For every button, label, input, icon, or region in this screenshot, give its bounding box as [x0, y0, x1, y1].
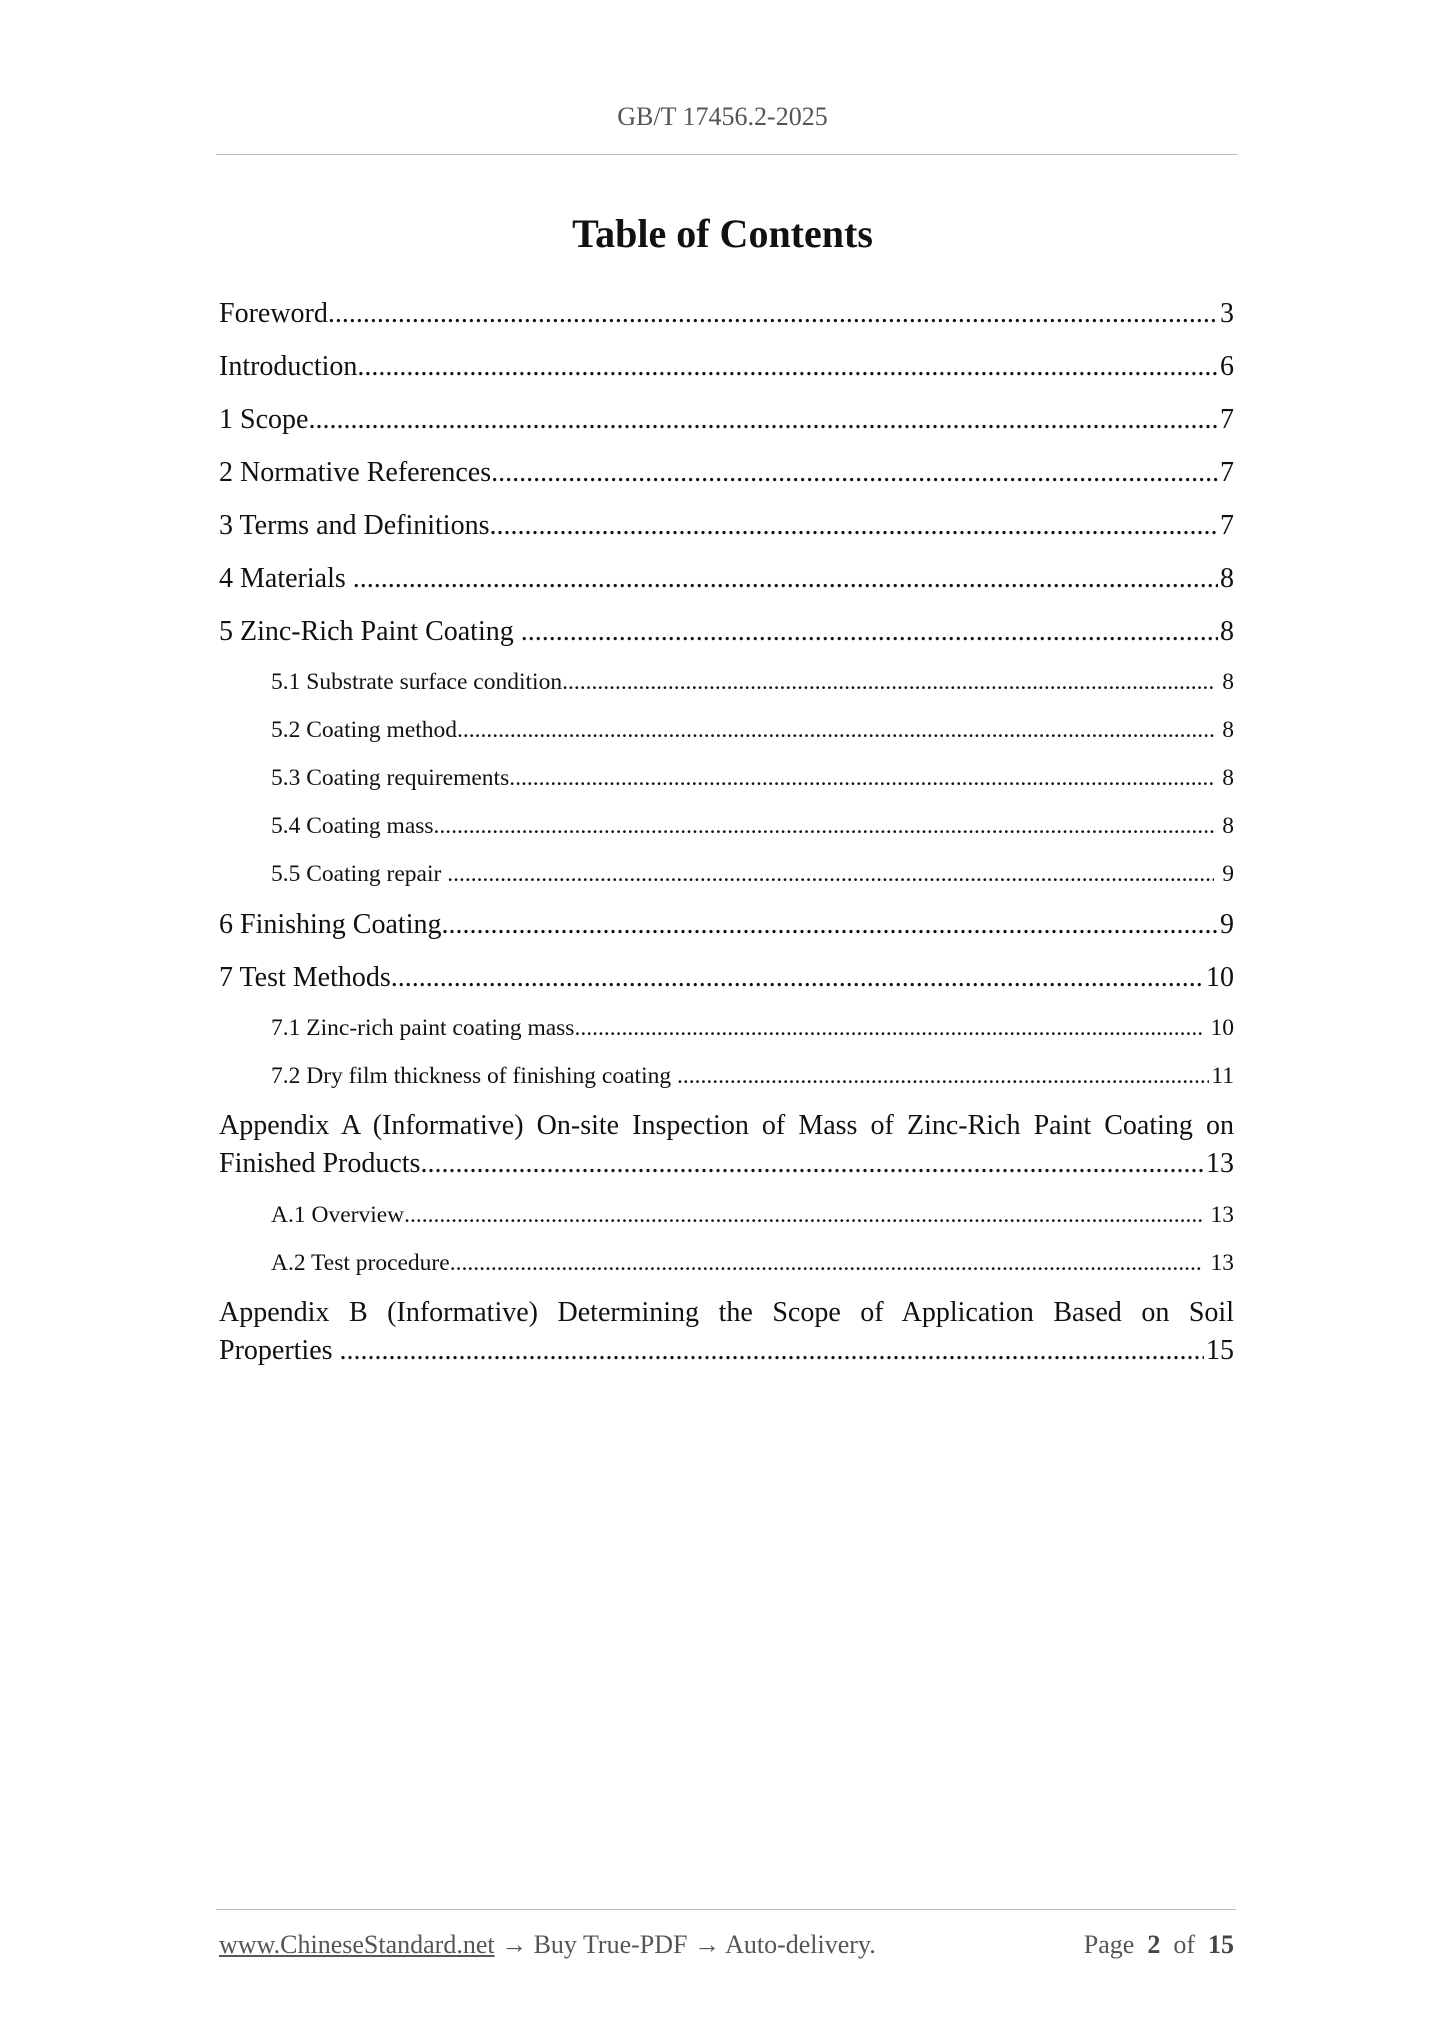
toc-entry-introduction[interactable]	[219, 340, 1234, 393]
toc-subentry-dry-film-thickness[interactable]	[219, 1052, 1234, 1100]
toc-subentry-coating-mass[interactable]	[219, 802, 1234, 850]
toc-entry-page: 13	[1204, 1202, 1234, 1228]
toc-entry-page: 3	[1220, 298, 1234, 329]
page-number-info	[1084, 1930, 1234, 1960]
toc-dot-leader	[308, 393, 1218, 446]
toc-dot-leader	[404, 1191, 1202, 1239]
toc-dot-leader	[434, 802, 1215, 850]
header-divider	[216, 154, 1237, 155]
toc-entry-terms-and-definitions[interactable]	[219, 499, 1234, 552]
toc-dot-leader	[677, 1052, 1209, 1100]
toc-entry-title: 5.3 Coating requirements	[271, 765, 510, 791]
footer-promo	[219, 1930, 876, 1960]
toc-entry-title: 6 Finishing Coating	[219, 909, 442, 940]
toc-subentry-zinc-rich-paint-coating-mass[interactable]	[219, 1004, 1234, 1052]
toc-entry-title-line2: Finished Products	[219, 1148, 421, 1179]
toc-entry-page: 13	[1206, 1148, 1234, 1179]
toc-entry-page: 13	[1204, 1250, 1234, 1276]
footer-divider	[216, 1909, 1236, 1910]
toc-entry-title: 7.1 Zinc-rich paint coating mass	[271, 1015, 575, 1041]
total-pages-number: 15	[1208, 1930, 1234, 1959]
toc-entry-test-methods[interactable]	[219, 951, 1234, 1004]
toc-entry-title: 2 Normative References	[219, 457, 492, 488]
toc-entry-page: 8	[1216, 813, 1234, 839]
toc-entry-title: 5.2 Coating method	[271, 717, 458, 743]
toc-entry-page: 7	[1220, 457, 1234, 488]
toc-entry-title: Foreword	[219, 298, 328, 329]
toc-entry-title: 7.2 Dry film thickness of finishing coating	[271, 1063, 677, 1089]
toc-dot-leader	[521, 605, 1218, 658]
toc-entry-page: 7	[1220, 510, 1234, 541]
toc-entry-page: 8	[1216, 669, 1234, 695]
toc-entry-page: 11	[1211, 1063, 1234, 1089]
toc-entry-title: 4 Materials	[219, 563, 353, 594]
toc-entry-scope[interactable]	[219, 393, 1234, 446]
toc-entry-page: 8	[1220, 616, 1234, 647]
toc-entry-page: 9	[1220, 909, 1234, 940]
toc-entry-appendix-b[interactable]	[219, 1287, 1234, 1378]
toc-dot-leader	[450, 1239, 1203, 1287]
toc-subentry-coating-method[interactable]	[219, 706, 1234, 754]
running-header: GB/T 17456.2-2025	[617, 102, 828, 131]
toc-entry-title-line1: Appendix A (Informative) On-site Inspection of Mass of Zinc-Rich Paint Coating on	[219, 1110, 1234, 1141]
toc-entry-appendix-a[interactable]	[219, 1100, 1234, 1191]
toc-entry-title: 3 Terms and Definitions	[219, 510, 490, 541]
page-label: Page	[1083, 1930, 1135, 1959]
toc-entry-finishing-coating[interactable]	[219, 898, 1234, 951]
toc-subentry-test-procedure[interactable]	[219, 1239, 1234, 1287]
toc-entry-page: 10	[1204, 1015, 1234, 1041]
toc-entry-title: Introduction	[219, 351, 358, 382]
toc-entry-title-line2: Properties	[219, 1335, 340, 1366]
toc-dot-leader	[509, 754, 1214, 802]
toc-entry-page: 10	[1206, 962, 1234, 993]
toc-entry-title: A.2 Test procedure	[271, 1250, 450, 1276]
toc-title: Table of Contents	[572, 211, 873, 256]
toc-dot-leader	[353, 552, 1218, 605]
toc-entry-foreword[interactable]	[219, 287, 1234, 340]
toc-entry-title-line1: Appendix B (Informative) Determining the Scope of Application Based on Soil	[219, 1297, 1234, 1328]
toc-entry-normative-references[interactable]	[219, 446, 1234, 499]
table-of-contents	[219, 287, 1234, 1378]
toc-entry-title: 5.1 Substrate surface condition	[271, 669, 563, 695]
toc-entry-page: 6	[1220, 351, 1234, 382]
arrow-right-icon: →	[494, 1930, 534, 1959]
toc-dot-leader	[441, 898, 1218, 951]
toc-entry-title: 7 Test Methods	[219, 962, 391, 993]
toc-subentry-coating-requirements[interactable]	[219, 754, 1234, 802]
toc-entry-page: 15	[1206, 1335, 1234, 1366]
toc-dot-leader	[357, 340, 1218, 393]
buy-true-pdf-text: Buy True-PDF	[533, 1930, 688, 1959]
toc-entry-page: 9	[1216, 861, 1234, 887]
toc-entry-materials[interactable]	[219, 552, 1234, 605]
toc-dot-leader	[491, 446, 1218, 499]
toc-dot-leader	[457, 706, 1214, 754]
auto-delivery-text: Auto-delivery.	[725, 1930, 876, 1959]
toc-subentry-substrate-surface-condition[interactable]	[219, 658, 1234, 706]
toc-dot-leader	[340, 1332, 1204, 1370]
toc-dot-leader	[562, 658, 1214, 706]
toc-dot-leader	[420, 1145, 1204, 1183]
toc-subentry-coating-repair[interactable]	[219, 850, 1234, 898]
toc-dot-leader	[391, 951, 1204, 1004]
toc-subentry-overview[interactable]	[219, 1191, 1234, 1239]
toc-entry-title: 5.5 Coating repair	[271, 861, 448, 887]
toc-dot-leader	[489, 499, 1218, 552]
toc-dot-leader	[447, 850, 1214, 898]
page-footer	[219, 1930, 1234, 1960]
page-of-label: of	[1173, 1930, 1195, 1959]
toc-entry-page: 8	[1216, 765, 1234, 791]
toc-entry-page: 8	[1220, 563, 1234, 594]
toc-entry-page: 8	[1216, 717, 1234, 743]
toc-entry-title: 1 Scope	[219, 404, 309, 435]
toc-entry-zinc-rich-paint-coating[interactable]	[219, 605, 1234, 658]
toc-entry-title: 5.4 Coating mass	[271, 813, 434, 839]
toc-dot-leader	[328, 287, 1218, 340]
toc-entry-title: A.1 Overview	[271, 1202, 405, 1228]
website-link[interactable]: www.ChineseStandard.net	[219, 1930, 495, 1959]
current-page-number: 2	[1147, 1930, 1161, 1959]
arrow-right-icon: →	[687, 1930, 726, 1959]
toc-dot-leader	[574, 1004, 1202, 1052]
toc-entry-page: 7	[1220, 404, 1234, 435]
toc-entry-title: 5 Zinc-Rich Paint Coating	[219, 616, 521, 647]
